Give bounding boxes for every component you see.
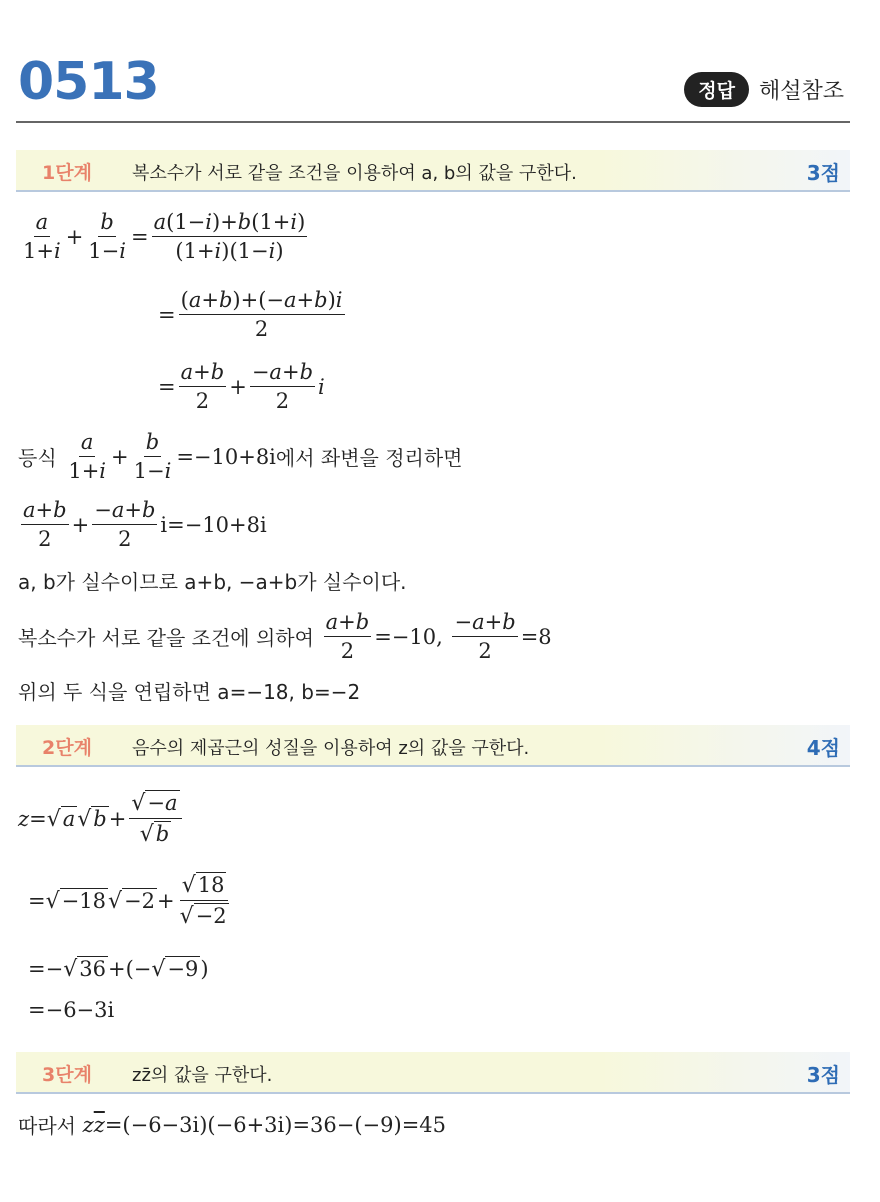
equation-line-6: a, b가 실수이므로 a+b, −a+b가 실수이다. <box>18 570 407 594</box>
step-2-title: 음수의 제곱근의 성질을 이용하여 z의 값을 구한다. <box>132 738 530 759</box>
z-line-4: =−6−3i <box>28 998 115 1022</box>
answer-badge: 정답 <box>684 72 749 107</box>
step-1-label: 1단계 <box>42 162 92 184</box>
step-3-bar <box>16 1052 850 1094</box>
problem-number: 0513 <box>18 52 159 112</box>
step-3-title: zz̄의 값을 구한다. <box>132 1065 273 1086</box>
z-line-3: =− √ 36 +(− √ −9 ) <box>28 957 209 983</box>
equation-line-3: = $\frac{a+b}{2}$ + $\frac{-a+b}{2}$ i <box>158 360 325 414</box>
step-1-points: 3점 <box>806 161 840 185</box>
step-2-points: 4점 <box>806 736 840 760</box>
header-divider <box>16 121 850 123</box>
step-3-label: 3단계 <box>42 1064 92 1086</box>
equation-line-1: a 1+i + $\frac{b}{1-i}$ = $\frac{a(1-i)+b(1+i)}{(1+i)(1-i)}$ <box>23 210 306 264</box>
final-line: 따라서 z $\overline{z}$ =(−6−3i)(−6+3i)=36−(−9)=45 <box>18 1112 447 1138</box>
equation-line-4: 등식 a 1+i + $\frac{b}{1-i}$ =−10+8i 에서 좌변을 정리하면 <box>18 430 463 484</box>
step-1-bar <box>16 150 850 192</box>
answer-tag <box>684 72 844 107</box>
equation-line-7: 복소수가 서로 같을 조건에 의하여 $\frac{a+b}{2}$ =−10, $\frac{-a+b}{2}$ =8 <box>18 610 552 664</box>
equation-line-8: 위의 두 식을 연립하면 a=−18, b=−2 <box>18 680 361 704</box>
equation-line-5: a+b 2 + $\frac{-a+b}{2}$ i=−10+8i <box>23 498 267 552</box>
equation-line-2: = $\frac{(a+b)+(-a+b)i}{2}$ <box>158 288 343 342</box>
step-1-title: 복소수가 서로 같을 조건을 이용하여 a, b의 값을 구한다. <box>132 163 577 184</box>
answer-text: 해설참조 <box>758 79 844 104</box>
step-3-points: 3점 <box>806 1063 840 1087</box>
z-line-1: z = √ a √ b + √ −a √ b <box>18 790 185 847</box>
z-line-2: = √ −18 √ −2 + √ 18 √ −2 <box>28 872 227 930</box>
step-2-bar <box>16 725 850 767</box>
step-2-label: 2단계 <box>42 737 92 759</box>
